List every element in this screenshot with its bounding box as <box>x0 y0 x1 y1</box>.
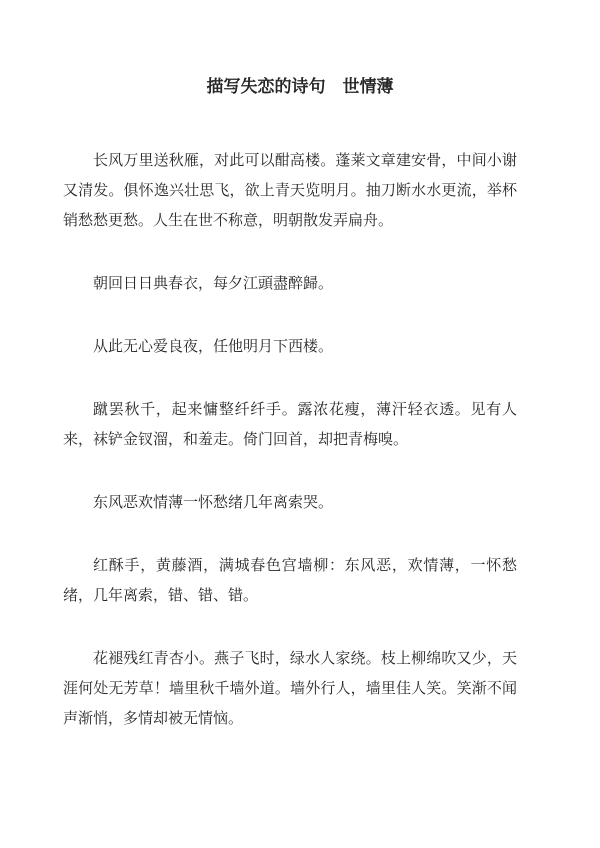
page-title: 描写失恋的诗句 世情薄 <box>206 77 394 96</box>
poem-paragraph-1: 长风万里送秋雁，对此可以酣高楼。蓬莱文章建安骨，中间小谢又清发。俱怀逸兴壮思飞，欲上青天览明月。抽刀断水水更流，举杯销愁愁更愁。人生在世不称意，明朝散发弄扁舟。 <box>63 153 517 229</box>
poem-paragraph-5: 东风恶欢情薄一怀愁绪几年离索哭。 <box>93 495 334 511</box>
poem-paragraph-2: 朝回日日典春衣，每夕江頭盡醉歸。 <box>93 276 334 292</box>
poem-paragraph-6: 红酥手，黄藤酒，满城春色宫墙柳：东风恶，欢情薄，一怀愁绪，几年离索，错、错、错。 <box>63 558 517 604</box>
poem-paragraph-7: 花褪残红青杏小。燕子飞时，绿水人家绕。枝上柳绵吹又少，天涯何处无芳草！墙里秋千墙外道。墙外行人，墙里佳人笑。笑渐不闻声渐悄，多情却被无情恼。 <box>63 651 517 727</box>
poem-paragraph-3: 从此无心爱良夜，任他明月下西楼。 <box>93 339 334 355</box>
poem-paragraph-4: 蹴罢秋千，起来慵整纤纤手。露浓花瘦，薄汗轻衣透。见有人来，袜铲金钗溜，和羞走。倚门回首，却把青梅嗅。 <box>63 402 517 448</box>
